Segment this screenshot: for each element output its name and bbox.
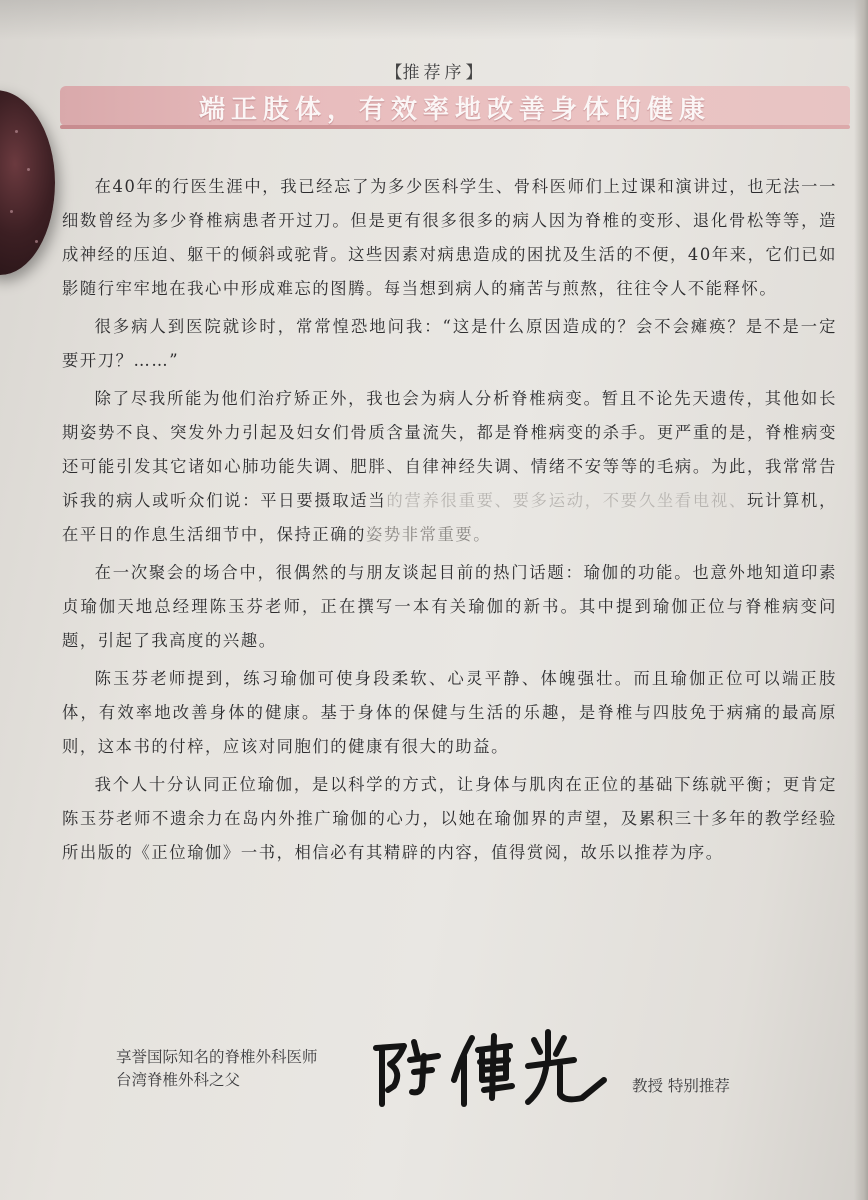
paragraph [62,382,837,552]
credit-suffix: 教授 特别推荐 [632,1077,730,1095]
faded-text: 的营养很重要、要多运动，不要久坐看电视、 [386,491,747,510]
faded-text: 姿势非常重要。 [365,525,492,544]
paragraph: 很多病人到医院就诊时，常常惶恐地问我：“这是什么原因造成的？会不会瘫痪？是不是一定要开刀？……” [62,317,837,370]
article-body [62,170,837,874]
paragraph: 陈玉芬老师提到，练习瑜伽可使身段柔软、心灵平静、体魄强壮。而且瑜伽正位可以端正肢体，有效率地改善身体的健康。基于身体的保健与生活的乐趣，是脊椎与四肢免于病痛的最高原则，这本书的付梓，应该对同胞们的健康有很大的助益。 [62,669,837,756]
bracket-left: 【 [385,63,403,83]
book-spine-edge [854,0,868,1200]
page-title: 端正肢体，有效率地改善身体的健康 [198,95,711,125]
handwritten-signature [368,1020,618,1110]
section-label [0,58,868,83]
paragraph: 我个人十分认同正位瑜伽，是以科学的方式，让身体与肌肉在正位的基础下练就平衡；更肯定陈玉芬老师不遗余力在岛内外推广瑜伽的心力，以她在瑜伽界的声望，及累积三十多年的教学经验所出版的《正位瑜伽》一书，相信必有其精辟的内容，值得赏阅，故乐以推荐为序。 [62,775,837,862]
paragraph-text: 除了尽我所能为他们治疗矫正外，我也会为病人分析脊椎病变。暂且不论先天遗传，其他如长期姿势不良、突发外力引起及妇女们骨质含量流失，都是脊椎病变的杀手。更严重的是，脊椎病变还可能引发其它诸如心肺功能失调、肥胖、自律神经失调、情绪不安等等的毛病。为此，我常常告诉我的病人或听众们说：平日要摄取适当 [62,389,837,510]
credit-line-2: 台湾脊椎外科之父 [116,1071,241,1089]
paragraph: 在40年的行医生涯中，我已经忘了为多少医科学生、骨科医师们上过课和演讲过，也无法一一细数曾经为多少脊椎病患者开过刀。但是更有很多很多的病人因为脊椎的变形、退化骨松等等，造成神经的压迫、躯干的倾斜或驼背。这些因素对病患造成的困扰及生活的不便，40年来，它们已如影随行牢牢地在我心中形成难忘的图腾。每当想到病人的痛苦与煎熬，往往令人不能释怀。 [62,177,837,298]
bracket-right: 】 [465,63,483,83]
paragraph-text: 玩计算机，在平日的作息生活细节中，保持正确的 [62,491,837,544]
paragraph: 在一次聚会的场合中，很偶然的与朋友谈起目前的热门话题：瑜伽的功能。也意外地知道印素贞瑜伽天地总经理陈玉芬老师，正在撰写一本有关瑜伽的新书。其中提到瑜伽正位与脊椎病变问题，引起了我高度的兴趣。 [62,563,837,650]
signature-graphic [368,1020,618,1110]
section-label-text: 推荐序 [402,63,466,83]
author-credit [116,1046,318,1092]
page-shadow [0,0,868,40]
dark-object-corner [0,90,55,275]
credit-line-1: 享誉国际知名的脊椎外科医师 [116,1048,318,1066]
